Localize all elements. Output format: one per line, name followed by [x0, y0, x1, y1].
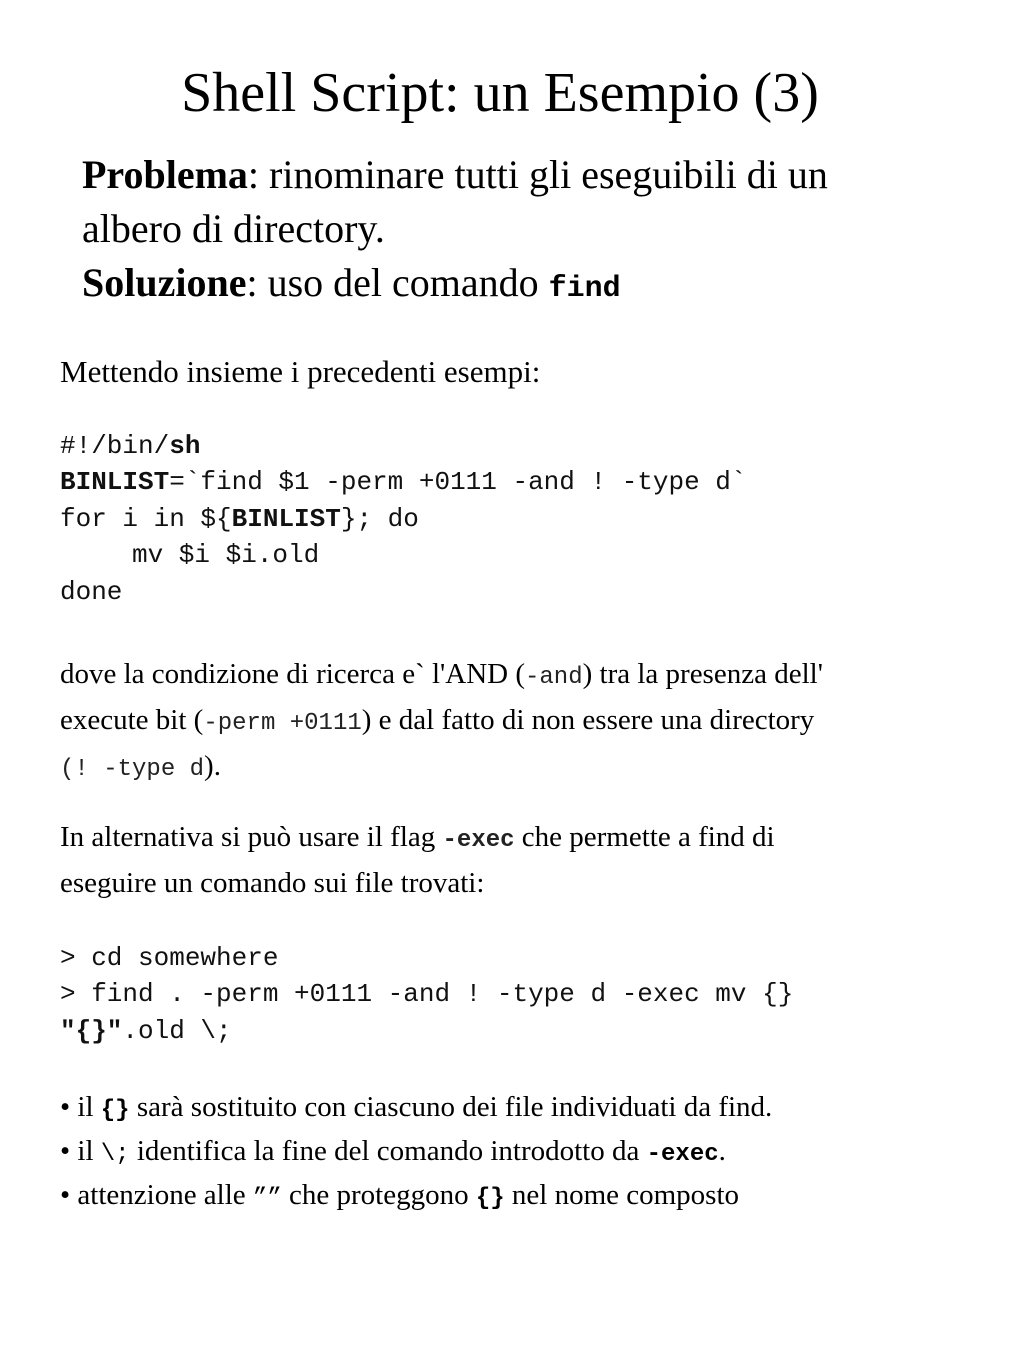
bullet-item [60, 1086, 772, 1128]
alternative-line-1 [60, 816, 775, 862]
binlist-rest: =`find $1 -perm +0111 -and ! -type d` [169, 467, 747, 498]
script-code-block [60, 428, 747, 610]
bullet-text: • il [60, 1135, 101, 1167]
quoted-braces: "{}" [60, 1015, 123, 1046]
bullet-item [60, 1174, 772, 1216]
inline-code: {} [475, 1185, 505, 1212]
explanation-line-2 [60, 699, 823, 745]
inline-code: ”” [252, 1185, 282, 1212]
code-line-for [60, 501, 747, 537]
mv-line: mv $i $i.old [132, 540, 320, 571]
for-suffix: }; do [340, 503, 419, 534]
solution-text: : uso del comando [246, 260, 549, 305]
binlist-var: BINLIST [60, 467, 170, 498]
command-code-block [60, 940, 793, 1049]
bullet-list [60, 1086, 772, 1216]
slide-title: Shell Script: un Esempio (3) [181, 62, 819, 124]
bullet-text: nel nome composto [504, 1179, 740, 1211]
alternative-text: che permette a find di [514, 821, 775, 853]
code-line-mv [60, 537, 747, 573]
command-line-2: > find . -perm +0111 -and ! -type d -exec mv {} [60, 979, 794, 1010]
alternative-text: In alternativa si può usare il flag [60, 821, 443, 853]
explanation-text: execute bit ( [60, 704, 204, 736]
for-prefix: for i in ${ [60, 503, 232, 534]
bullet-text: sarà sostituito con ciascuno dei file individuati da find. [129, 1091, 773, 1123]
shebang-prefix: #!/bin/ [60, 431, 170, 461]
problem-text-1: : rinominare tutti gli eseguibili di un [247, 152, 828, 197]
bullet-text: . [718, 1135, 726, 1167]
inline-code: (! -type d [60, 756, 205, 783]
inline-code: \; [100, 1141, 130, 1168]
explanation-text: ). [204, 750, 221, 782]
bullet-text: identifica la fine del comando introdotto da [129, 1135, 647, 1167]
inline-code: -perm +0111 [203, 710, 362, 737]
for-var: BINLIST [231, 503, 341, 534]
solution-line [82, 256, 828, 316]
inline-code: -and [525, 664, 583, 691]
explanation-line-1 [60, 653, 823, 699]
solution-label: Soluzione [82, 260, 247, 305]
inline-code: {} [100, 1097, 130, 1124]
explanation-text: ) e dal fatto di non essere una directory [361, 704, 815, 736]
explanation-paragraph [60, 653, 823, 791]
bullet-text: • attenzione alle [60, 1179, 253, 1211]
explanation-text: dove la condizione di ricerca e` l'AND ( [60, 658, 525, 690]
solution-command: find [548, 272, 621, 306]
problem-line-2: albero di directory. [82, 206, 385, 251]
inline-code: -exec [646, 1141, 719, 1168]
alternative-paragraph [60, 816, 775, 904]
bullet-text: che proteggono [281, 1179, 476, 1211]
problem-line-1 [82, 148, 828, 202]
explanation-text: ) tra la presenza dell' [582, 658, 823, 690]
alternative-line-2: eseguire un comando sui file trovati: [60, 867, 485, 899]
command-rest: .old \; [122, 1015, 232, 1046]
problem-label: Problema [82, 152, 248, 197]
problem-solution-block [82, 148, 828, 316]
code-line-shebang [60, 428, 747, 464]
code-line-binlist [60, 464, 747, 500]
bullet-item [60, 1128, 772, 1174]
explanation-line-3 [60, 745, 823, 791]
code-line-done: done [60, 576, 123, 607]
bullet-text: • il [60, 1091, 101, 1123]
shebang-shell: sh [169, 431, 201, 461]
command-line-1: > cd somewhere [60, 943, 279, 973]
command-line-3 [60, 1013, 793, 1049]
lead-text: Mettendo insieme i precedenti esempi: [60, 354, 541, 389]
inline-code: -exec [442, 827, 515, 854]
